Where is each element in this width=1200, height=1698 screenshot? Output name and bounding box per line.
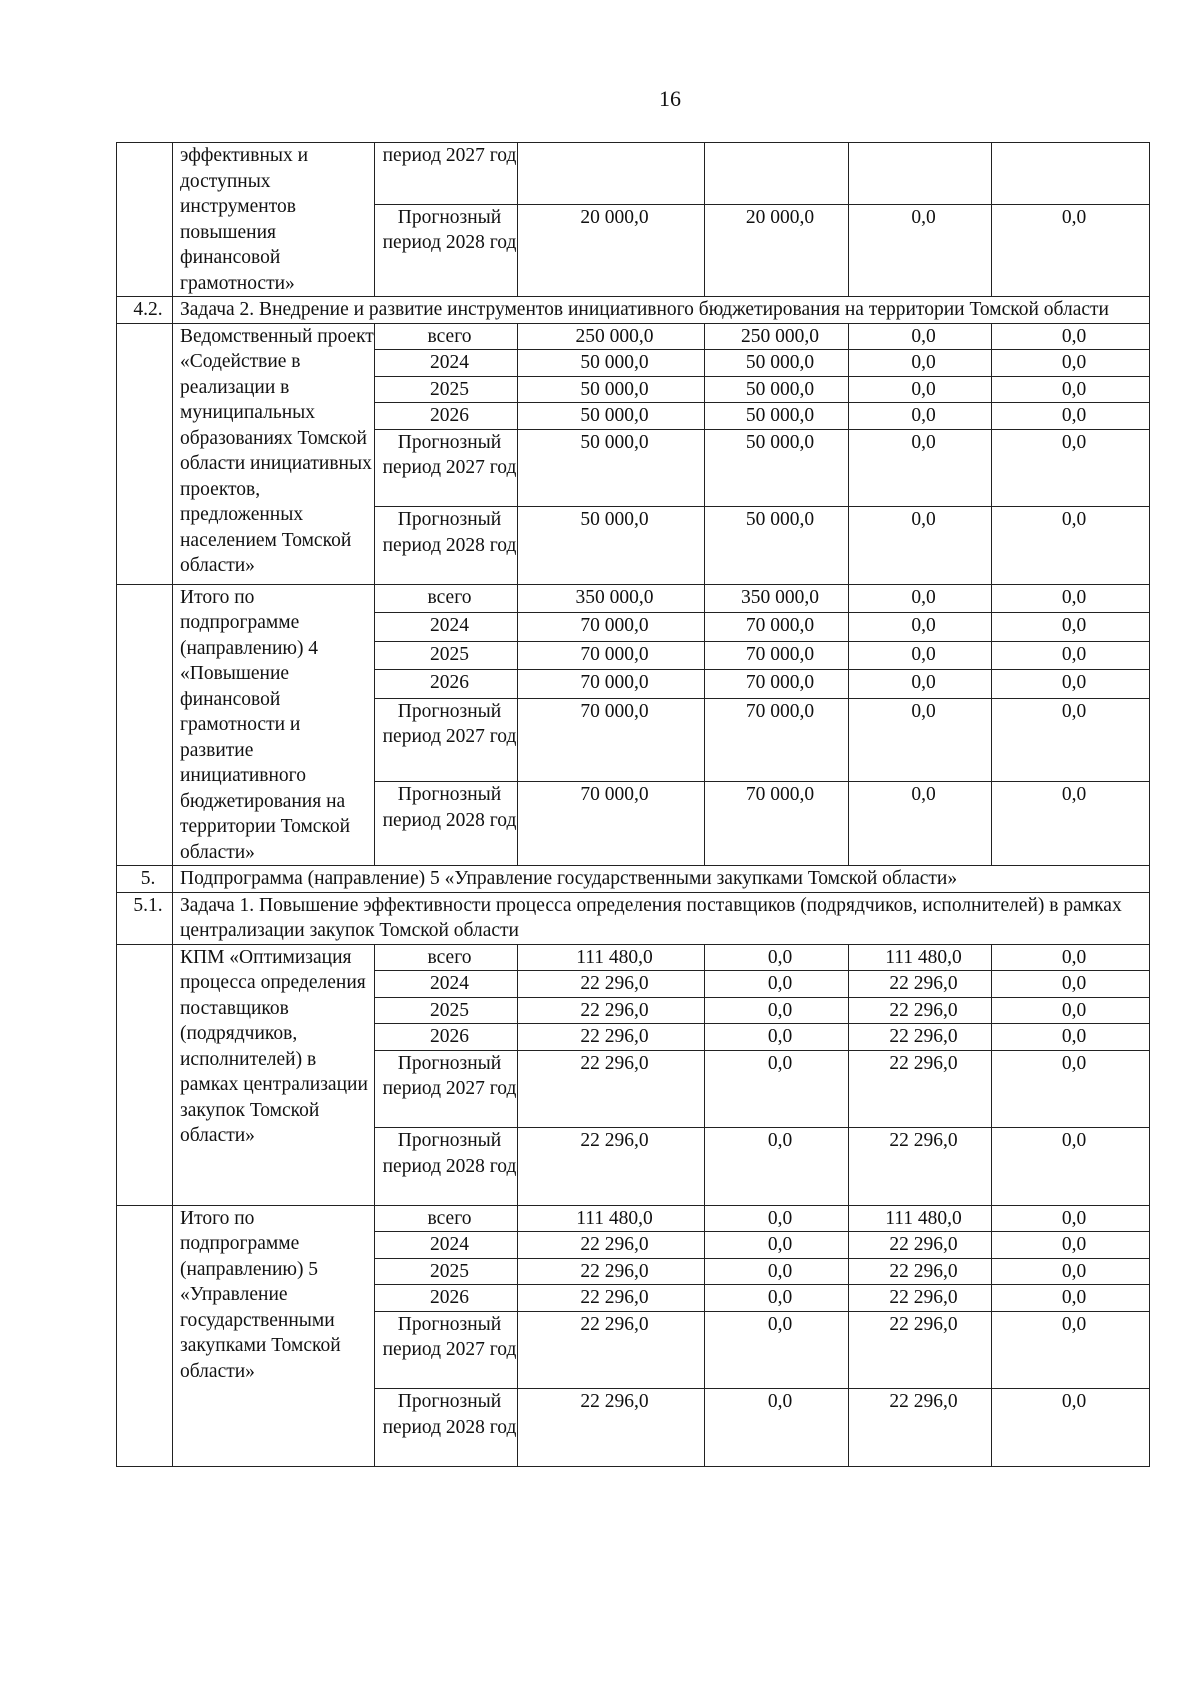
value-cell: 0,0 bbox=[992, 971, 1150, 998]
value-cell: 0,0 bbox=[705, 1205, 849, 1232]
item-name: Итого по подпрограмме (направлению) 4 «Повышение финансовой грамотности и развитие инициативного бюджетирования на территории Томской области» bbox=[173, 584, 375, 866]
value-cell: 0,0 bbox=[992, 376, 1150, 403]
row-number-cell bbox=[117, 323, 173, 584]
value-cell: 22 296,0 bbox=[849, 1389, 992, 1467]
item-name: эффективных и доступных инструментов повышения финансовой грамотности» bbox=[173, 143, 375, 297]
value-cell: 0,0 bbox=[992, 670, 1150, 699]
value-cell: 0,0 bbox=[705, 1050, 849, 1128]
value-cell: 0,0 bbox=[992, 507, 1150, 585]
row-number-cell bbox=[117, 584, 173, 866]
period-cell: всего bbox=[375, 1205, 518, 1232]
period-cell: 2025 bbox=[375, 376, 518, 403]
period-cell: 2025 bbox=[375, 641, 518, 670]
value-cell: 0,0 bbox=[992, 1050, 1150, 1128]
period-cell: Прогнозный период 2028 год bbox=[375, 1128, 518, 1206]
value-cell: 0,0 bbox=[705, 1024, 849, 1051]
value-cell: 0,0 bbox=[849, 670, 992, 699]
value-cell: 0,0 bbox=[849, 429, 992, 507]
period-cell: период 2027 год bbox=[375, 143, 518, 205]
value-cell: 0,0 bbox=[992, 641, 1150, 670]
page-number: 16 bbox=[659, 86, 681, 111]
value-cell bbox=[705, 143, 849, 205]
period-cell: Прогнозный период 2028 год bbox=[375, 1389, 518, 1467]
value-cell: 22 296,0 bbox=[849, 1311, 992, 1389]
value-cell: 70 000,0 bbox=[705, 698, 849, 782]
value-cell: 0,0 bbox=[705, 997, 849, 1024]
table-row bbox=[117, 143, 1150, 205]
period-cell: Прогнозный период 2027 год bbox=[375, 1050, 518, 1128]
table-row bbox=[117, 584, 1150, 613]
period-cell: 2024 bbox=[375, 971, 518, 998]
section-row bbox=[117, 297, 1150, 324]
value-cell: 0,0 bbox=[992, 584, 1150, 613]
value-cell: 70 000,0 bbox=[705, 670, 849, 699]
value-cell: 50 000,0 bbox=[518, 376, 705, 403]
period-cell: Прогнозный период 2027 год bbox=[375, 1311, 518, 1389]
value-cell: 22 296,0 bbox=[849, 1128, 992, 1206]
value-cell: 50 000,0 bbox=[705, 429, 849, 507]
value-cell: 50 000,0 bbox=[518, 507, 705, 585]
value-cell: 50 000,0 bbox=[705, 350, 849, 377]
value-cell: 0,0 bbox=[849, 323, 992, 350]
period-cell: 2026 bbox=[375, 1285, 518, 1312]
value-cell: 0,0 bbox=[992, 613, 1150, 642]
value-cell: 0,0 bbox=[849, 376, 992, 403]
value-cell: 70 000,0 bbox=[518, 613, 705, 642]
item-name: КПМ «Оптимизация процесса определения поставщиков (подрядчиков, исполнителей) в рамках централизации закупок Томской области» bbox=[173, 944, 375, 1205]
value-cell: 22 296,0 bbox=[849, 1285, 992, 1312]
value-cell: 0,0 bbox=[992, 403, 1150, 430]
value-cell: 70 000,0 bbox=[705, 613, 849, 642]
value-cell: 0,0 bbox=[992, 698, 1150, 782]
value-cell: 0,0 bbox=[705, 1232, 849, 1259]
section-number: 5. bbox=[117, 866, 173, 893]
value-cell: 350 000,0 bbox=[705, 584, 849, 613]
value-cell: 0,0 bbox=[849, 782, 992, 866]
value-cell: 70 000,0 bbox=[518, 698, 705, 782]
value-cell: 0,0 bbox=[992, 323, 1150, 350]
period-cell: всего bbox=[375, 584, 518, 613]
value-cell: 20 000,0 bbox=[518, 204, 705, 296]
value-cell: 0,0 bbox=[992, 782, 1150, 866]
value-cell: 22 296,0 bbox=[518, 1128, 705, 1206]
period-cell: всего bbox=[375, 944, 518, 971]
value-cell: 250 000,0 bbox=[518, 323, 705, 350]
value-cell: 111 480,0 bbox=[849, 1205, 992, 1232]
budget-table-body bbox=[117, 143, 1150, 1467]
value-cell: 50 000,0 bbox=[705, 507, 849, 585]
value-cell: 22 296,0 bbox=[518, 971, 705, 998]
value-cell: 250 000,0 bbox=[705, 323, 849, 350]
value-cell: 0,0 bbox=[705, 944, 849, 971]
value-cell: 22 296,0 bbox=[518, 1258, 705, 1285]
period-cell: 2026 bbox=[375, 670, 518, 699]
value-cell: 22 296,0 bbox=[849, 1050, 992, 1128]
item-name: Ведомственный проект «Содействие в реализации в муниципальных образованиях Томской области инициативных проектов, предложенных населением Томской области» bbox=[173, 323, 375, 584]
value-cell: 111 480,0 bbox=[518, 944, 705, 971]
value-cell: 0,0 bbox=[992, 1128, 1150, 1206]
value-cell bbox=[849, 143, 992, 205]
value-cell: 0,0 bbox=[992, 204, 1150, 296]
value-cell: 22 296,0 bbox=[518, 1285, 705, 1312]
value-cell: 22 296,0 bbox=[849, 1258, 992, 1285]
value-cell: 0,0 bbox=[849, 584, 992, 613]
section-title: Подпрограмма (направление) 5 «Управление государственными закупками Томской области» bbox=[173, 866, 1150, 893]
value-cell: 0,0 bbox=[705, 1389, 849, 1467]
value-cell: 70 000,0 bbox=[518, 782, 705, 866]
value-cell: 22 296,0 bbox=[518, 1232, 705, 1259]
value-cell: 0,0 bbox=[992, 1311, 1150, 1389]
period-cell: 2024 bbox=[375, 1232, 518, 1259]
value-cell: 22 296,0 bbox=[849, 997, 992, 1024]
value-cell: 0,0 bbox=[849, 204, 992, 296]
value-cell: 0,0 bbox=[705, 971, 849, 998]
value-cell: 22 296,0 bbox=[518, 997, 705, 1024]
value-cell: 0,0 bbox=[849, 350, 992, 377]
value-cell: 0,0 bbox=[849, 641, 992, 670]
section-title: Задача 2. Внедрение и развитие инструментов инициативного бюджетирования на территории Томской области bbox=[173, 297, 1150, 324]
value-cell: 50 000,0 bbox=[518, 429, 705, 507]
value-cell: 50 000,0 bbox=[518, 403, 705, 430]
value-cell: 0,0 bbox=[705, 1128, 849, 1206]
value-cell bbox=[518, 143, 705, 205]
section-number: 4.2. bbox=[117, 297, 173, 324]
value-cell: 350 000,0 bbox=[518, 584, 705, 613]
table-row bbox=[117, 1205, 1150, 1232]
value-cell: 0,0 bbox=[992, 1232, 1150, 1259]
value-cell: 22 296,0 bbox=[849, 1232, 992, 1259]
value-cell: 0,0 bbox=[849, 507, 992, 585]
table-row bbox=[117, 944, 1150, 971]
value-cell: 0,0 bbox=[849, 403, 992, 430]
section-title: Задача 1. Повышение эффективности процесса определения поставщиков (подрядчиков, исполнителей) в рамках централизации закупок Томской области bbox=[173, 892, 1150, 944]
value-cell: 0,0 bbox=[849, 698, 992, 782]
value-cell: 70 000,0 bbox=[705, 641, 849, 670]
value-cell: 0,0 bbox=[992, 997, 1150, 1024]
value-cell: 0,0 bbox=[992, 1205, 1150, 1232]
section-row bbox=[117, 892, 1150, 944]
section-number: 5.1. bbox=[117, 892, 173, 944]
value-cell: 22 296,0 bbox=[518, 1389, 705, 1467]
period-cell: Прогнозный период 2028 год bbox=[375, 782, 518, 866]
value-cell: 0,0 bbox=[992, 429, 1150, 507]
value-cell: 50 000,0 bbox=[705, 376, 849, 403]
value-cell: 111 480,0 bbox=[849, 944, 992, 971]
row-number-cell bbox=[117, 944, 173, 1205]
value-cell: 0,0 bbox=[705, 1311, 849, 1389]
value-cell: 111 480,0 bbox=[518, 1205, 705, 1232]
value-cell: 70 000,0 bbox=[705, 782, 849, 866]
value-cell: 0,0 bbox=[705, 1285, 849, 1312]
period-cell: Прогнозный период 2028 год bbox=[375, 204, 518, 296]
value-cell: 22 296,0 bbox=[849, 971, 992, 998]
value-cell: 0,0 bbox=[849, 613, 992, 642]
value-cell: 0,0 bbox=[992, 944, 1150, 971]
value-cell: 22 296,0 bbox=[518, 1024, 705, 1051]
value-cell: 0,0 bbox=[992, 1258, 1150, 1285]
value-cell: 0,0 bbox=[992, 1024, 1150, 1051]
value-cell: 0,0 bbox=[992, 350, 1150, 377]
value-cell: 50 000,0 bbox=[705, 403, 849, 430]
budget-table bbox=[116, 142, 1150, 1467]
value-cell: 22 296,0 bbox=[518, 1311, 705, 1389]
period-cell: Прогнозный период 2027 год bbox=[375, 429, 518, 507]
row-number-cell bbox=[117, 1205, 173, 1466]
period-cell: 2026 bbox=[375, 403, 518, 430]
period-cell: 2024 bbox=[375, 613, 518, 642]
value-cell: 70 000,0 bbox=[518, 641, 705, 670]
value-cell: 22 296,0 bbox=[518, 1050, 705, 1128]
value-cell: 0,0 bbox=[705, 1258, 849, 1285]
section-row bbox=[117, 866, 1150, 893]
value-cell: 70 000,0 bbox=[518, 670, 705, 699]
period-cell: всего bbox=[375, 323, 518, 350]
item-name: Итого по подпрограмме (направлению) 5 «Управление государственными закупками Томской области» bbox=[173, 1205, 375, 1466]
row-number-cell bbox=[117, 143, 173, 297]
period-cell: 2024 bbox=[375, 350, 518, 377]
value-cell: 0,0 bbox=[992, 1285, 1150, 1312]
period-cell: Прогнозный период 2028 год bbox=[375, 507, 518, 585]
value-cell: 20 000,0 bbox=[705, 204, 849, 296]
value-cell bbox=[992, 143, 1150, 205]
value-cell: 0,0 bbox=[992, 1389, 1150, 1467]
period-cell: 2025 bbox=[375, 997, 518, 1024]
value-cell: 22 296,0 bbox=[849, 1024, 992, 1051]
table-row bbox=[117, 323, 1150, 350]
period-cell: 2026 bbox=[375, 1024, 518, 1051]
value-cell: 50 000,0 bbox=[518, 350, 705, 377]
period-cell: 2025 bbox=[375, 1258, 518, 1285]
period-cell: Прогнозный период 2027 год bbox=[375, 698, 518, 782]
